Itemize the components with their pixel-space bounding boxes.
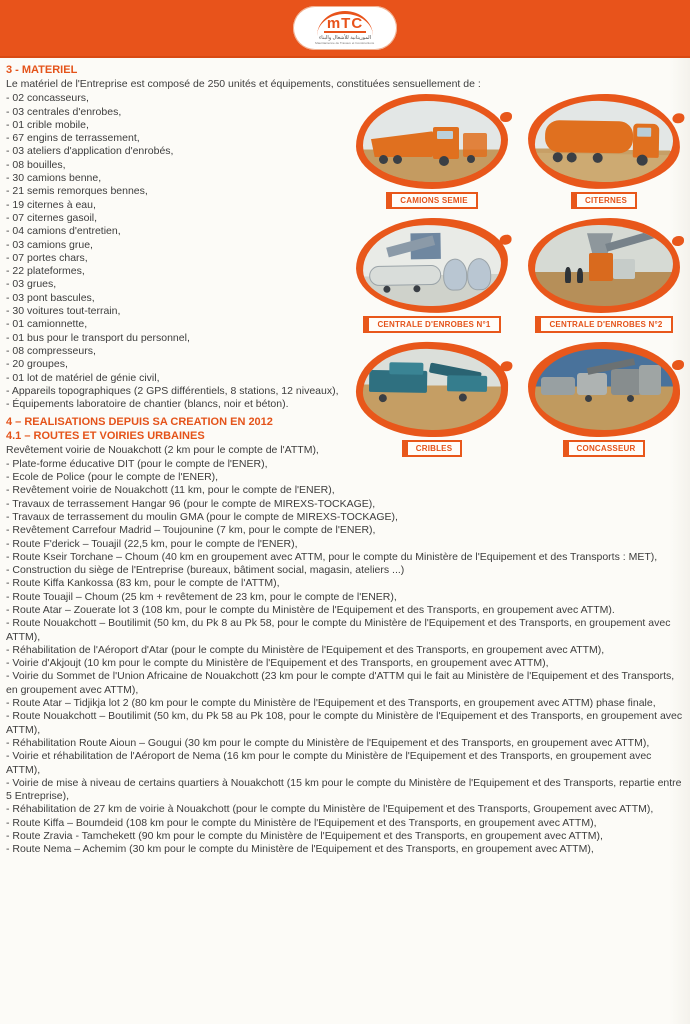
section-3-intro: Le matériel de l'Entreprise est composé de 250 unités et équipements, constituées sensuellement de :: [6, 78, 481, 90]
materiel-item: - 19 citernes à eau,: [6, 198, 96, 211]
photo-caption: CAMIONS SEMIE: [386, 192, 478, 209]
route-item: - Réhabilitation Route Aioun – Gougui (30 km pour le compte du Ministère de l'Equipement et des Transports, en groupement avec ATTM),: [6, 736, 650, 749]
route-item: - Route Atar – Tidjikja lot 2 (80 km pour le compte du Ministère de l'Equipement et des Transports, en groupement avec ATTM) phase finale,: [6, 697, 656, 710]
route-item: - Voirie d'Akjoujt (10 km pour le compte du Ministère de l'Equipement et des Transports, en groupement avec ATTM),: [6, 657, 549, 670]
photo-image-citernes: [534, 100, 673, 183]
materiel-item: - 02 concasseurs,: [6, 92, 89, 105]
section-4-title: 4 – REALISATIONS DEPUIS SA CREATION EN 2012: [6, 416, 273, 429]
photo-card: [353, 342, 511, 457]
photo-card: [525, 94, 683, 209]
photo-card: [353, 94, 511, 209]
route-item: - Réhabilitation de 27 km de voirie à Nouakchott (pour le compte du Ministère de l'Equipement et des Transports, Groupement avec ATTM),: [6, 803, 654, 816]
photo-citernes: [527, 93, 681, 191]
materiel-item: - 21 semis remorques bennes,: [6, 185, 148, 198]
photo-concasseur: [528, 342, 680, 437]
route-item: - Route Atar – Zouerate lot 3 (108 km, pour le compte du Ministère de l'Equipement et des Transports, en groupement avec ATTM).: [6, 603, 615, 616]
route-item: - Route Kseir Torchane – Choum (40 km en groupement avec ATTM, pour le compte du Ministère de l'Equipement et des Transports : MET),: [6, 550, 658, 563]
route-item: - Ecole de Police (pour le compte de l'ENER),: [6, 471, 219, 484]
photo-caption: CRIBLES: [402, 440, 463, 457]
photo-image-centrale-enrobes-2: [535, 225, 673, 306]
route-item: - Construction du siège de l'Entreprise (bureaux, bâtiment social, magasin, ateliers ...): [6, 564, 405, 577]
header-band: [0, 0, 690, 58]
page-body: [0, 58, 690, 857]
route-item: - Travaux de terrassement du moulin GMA (pour le compte de MIREXS-TOCKAGE),: [6, 510, 398, 523]
materiel-item: - 08 bouilles,: [6, 158, 66, 171]
route-item: - Réhabilitation de l'Aéroport d'Atar (pour le compte du Ministère de l'Equipement et des Transports, en groupement avec ATTM),: [6, 643, 605, 656]
route-item: - Route Nouakchott – Boutilimit (50 km, du Pk 8 au Pk 58, pour le compte du Ministère de l'Equipement et des Transports, en groupement avec ATTM),: [6, 617, 671, 643]
photo-caption: CITERNES: [571, 192, 637, 209]
route-item: - Voirie et réhabilitation de l'Aéroport de Nema (16 km pour le compte du Ministère de l'Equipement et des Transports, en groupement avec ATTM),: [6, 750, 652, 776]
photo-centrale-enrobes-1: [355, 217, 509, 315]
photo-card: [525, 218, 683, 333]
materiel-item: - 01 bus pour le transport du personnel,: [6, 331, 190, 344]
materiel-item: - 03 centrales d'enrobes,: [6, 105, 122, 118]
realisations-list: [6, 444, 683, 856]
materiel-item: - 04 camions d'entretien,: [6, 225, 121, 238]
route-item: - Route Kiffa Kankossa (83 km, pour le compte de l'ATTM),: [6, 577, 280, 590]
materiel-item: - 01 camionnette,: [6, 318, 88, 331]
photo-camions-semie: [356, 94, 508, 189]
photo-card: [353, 218, 511, 333]
logo-arc-icon: [317, 11, 373, 36]
photo-cribles: [355, 341, 509, 439]
photo-image-centrale-enrobes-1: [362, 224, 501, 307]
materiel-item: - 08 compresseurs,: [6, 344, 96, 357]
route-item: - Route Zravia - Tamchekett (90 km pour le compte du Ministère de l'Equipement et des Transports, en groupement avec ATTM),: [6, 830, 603, 843]
materiel-item: - 30 voitures tout-terrain,: [6, 305, 121, 318]
photo-image-concasseur: [535, 349, 673, 430]
section-4: [6, 416, 683, 856]
route-item: - Route Kiffa – Boumdeid (108 km pour le compte du Ministère de l'Equipement et des Transports, en groupement avec ATTM),: [6, 816, 597, 829]
logo-arabic-text: الموريتانية للأشغال والبناء: [318, 34, 372, 41]
route-item: - Route Nouakchott – Boutilimit (50 km, du Pk 58 au Pk 108, pour le compte du Ministère de l'Equipement et des Transports, en groupement avec ATTM),: [6, 710, 683, 736]
materiel-item: - 07 citernes gasoil,: [6, 211, 98, 224]
route-item: - Route Touajil – Choum (25 km + revêtement de 23 km, pour le compte de l'ENER),: [6, 590, 397, 603]
photo-image-camions-semie: [363, 101, 501, 182]
logo-tagline: Mauritanienne de Travaux et Constructions: [315, 40, 375, 45]
photo-centrale-enrobes-2: [528, 218, 680, 313]
materiel-item: - 01 lot de matériel de génie civil,: [6, 371, 160, 384]
route-item: - Voirie du Sommet de l'Union Africaine de Nouakchott (23 km pour le compte d'ATTM qui le fait au Ministère de l'Equipement et des Transports, en groupement avec ATTM),: [6, 670, 675, 696]
logo-text: mTC: [324, 17, 366, 33]
materiel-item: - 03 grues,: [6, 278, 57, 291]
photo-caption: CENTRALE D'ENROBES N°1: [363, 316, 500, 333]
route-item: - Voirie de mise à niveau de certains quartiers à Nouakchott (15 km pour le compte du Ministère de l'Equipement et des Transports, repartie entre 5 Entreprise),: [6, 776, 682, 803]
equipment-photos: [353, 94, 683, 457]
materiel-item: - 03 ateliers d'application d'enrobés,: [6, 145, 174, 158]
route-item: - Route F'derick – Touajil (22,5 km, pour le compte de l'ENER),: [6, 537, 298, 550]
route-item: - Route Nema – Achemim (30 km pour le compte du Ministère de l'Equipement et des Transports, en groupement avec ATTM),: [6, 843, 594, 856]
materiel-item: - 20 groupes,: [6, 358, 68, 371]
photo-card: [525, 342, 683, 457]
photo-caption: CENTRALE D'ENROBES N°2: [535, 316, 672, 333]
photo-caption: CONCASSEUR: [563, 440, 646, 457]
materiel-item: - 30 camions benne,: [6, 172, 102, 185]
section-3-title: 3 - MATERIEL: [6, 64, 78, 76]
materiel-item: - Appareils topographiques (2 GPS différentiels, 8 stations, 12 niveaux),: [6, 384, 339, 397]
route-item: - Revêtement Carrefour Madrid – Toujounine (7 km, pour le compte de l'ENER),: [6, 524, 376, 537]
route-item: Revêtement voirie de Nouakchott (2 km pour le compte de l'ATTM),: [6, 444, 319, 457]
route-item: - Plate-forme éducative DIT (pour le compte de l'ENER),: [6, 457, 268, 470]
materiel-item: - Équipements laboratoire de chantier (blancs, noir et béton).: [6, 398, 289, 411]
materiel-item: - 22 plateformes,: [6, 265, 85, 278]
route-item: - Revêtement voirie de Nouakchott (11 km, pour le compte de l'ENER),: [6, 484, 335, 497]
materiel-item: - 03 camions grue,: [6, 238, 93, 251]
company-logo: [293, 6, 397, 50]
photo-image-cribles: [362, 348, 501, 431]
materiel-item: - 67 engins de terrassement,: [6, 132, 140, 145]
route-item: - Travaux de terrassement Hangar 96 (pour le compte de MIREXS-TOCKAGE),: [6, 497, 376, 510]
materiel-item: - 03 pont bascules,: [6, 291, 95, 304]
materiel-item: - 01 crible mobile,: [6, 118, 89, 131]
materiel-item: - 07 portes chars,: [6, 251, 88, 264]
section-4-subtitle: 4.1 – ROUTES ET VOIRIES URBAINES: [6, 430, 205, 443]
